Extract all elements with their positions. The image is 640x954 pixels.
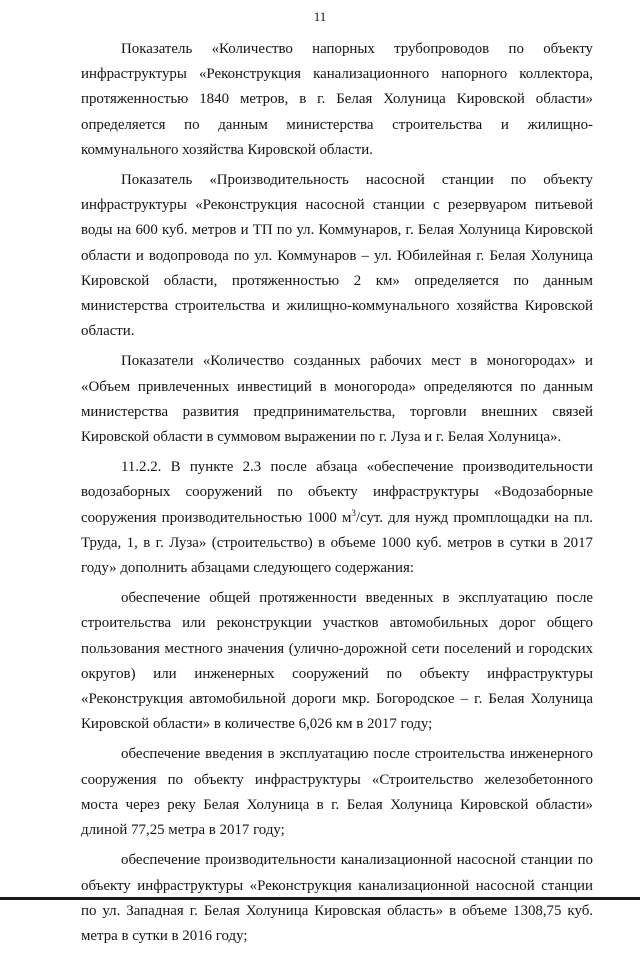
- item-text-before-superscript: 11.2.2. В пункте 2.3 после абзаца «обеспечение производительности водозаборных сооружений по объекту инфраструктуры «Водозаборные сооружения производительностью 1000 м: [81, 459, 593, 526]
- superscript-3: 3: [351, 507, 356, 518]
- paragraph-pump-station-indicator: Показатель «Производительность насосной станции по объекту инфраструктуры «Реконструкция насосной станции с резервуаром питьевой воды на 600 куб. метров и ТП по ул. Коммунаров, г. Белая Холуница Кировской области и водопровода по ул. Коммунаров – ул. Юбилейная г. Белая Холуница Кировской области, протяженностью 2 км» определяется по данным министерства строительства и жилищно-коммунального хозяйства Кировской области.: [81, 172, 593, 340]
- document-body: [81, 37, 593, 954]
- paragraph-pipelines-indicator: Показатель «Количество напорных трубопроводов по объекту инфраструктуры «Реконструкция канализационного напорного коллектора, протяженностью 1840 метров, в г. Белая Холуница Кировской области» определяется по данным министерства строительства и жилищно-коммунального хозяйства Кировской области.: [81, 41, 593, 158]
- bottom-scan-border: [0, 897, 640, 900]
- paragraph-sewage-pump-station: обеспечение производительности канализационной насосной станции по объекту инфраструктуры «Реконструкция канализационной насосной станции по ул. Западная г. Белая Холуница Кировская область» в объеме 1308,75 куб. метра в сутки в 2016 году;: [81, 852, 593, 944]
- paragraph-item-11-2-2: [81, 455, 593, 581]
- paragraph-jobs-investment-indicators: Показатели «Количество созданных рабочих мест в моногородах» и «Объем привлеченных инвестиций в моногорода» определяются по данным министерства развития предпринимательства, торговли внешних связей Кировской области в суммовом выражении по г. Луза и г. Белая Холуница».: [81, 353, 593, 446]
- paragraph-bridge: обеспечение введения в эксплуатацию после строительства инженерного сооружения по объекту инфраструктуры «Строительство железобетонного моста через реку Белая Холуница в г. Белая Холуница Кировской области» длиной 77,25 метра в 2017 году;: [81, 746, 593, 839]
- item-text-after-superscript: /сут. для нужд промплощадки на пл. Труда, 1, в г. Луза» (строительство) в объеме 1000 куб. метров в сутки в 2017 году» дополнить абзацами следующего содержания:: [81, 509, 593, 577]
- paragraph-road-length: обеспечение общей протяженности введенных в эксплуатацию после строительства или реконструкции участков автомобильных дорог общего пользования местного значения (улично-дорожной сети поселений и городских округов) или инженерных сооружений по объекту инфраструктуры «Реконструкция автомобильной дороги мкр. Богородское – г. Белая Холуница Кировской области» в количестве 6,026 км в 2017 году;: [81, 590, 593, 733]
- page-number: 11: [313, 9, 327, 24]
